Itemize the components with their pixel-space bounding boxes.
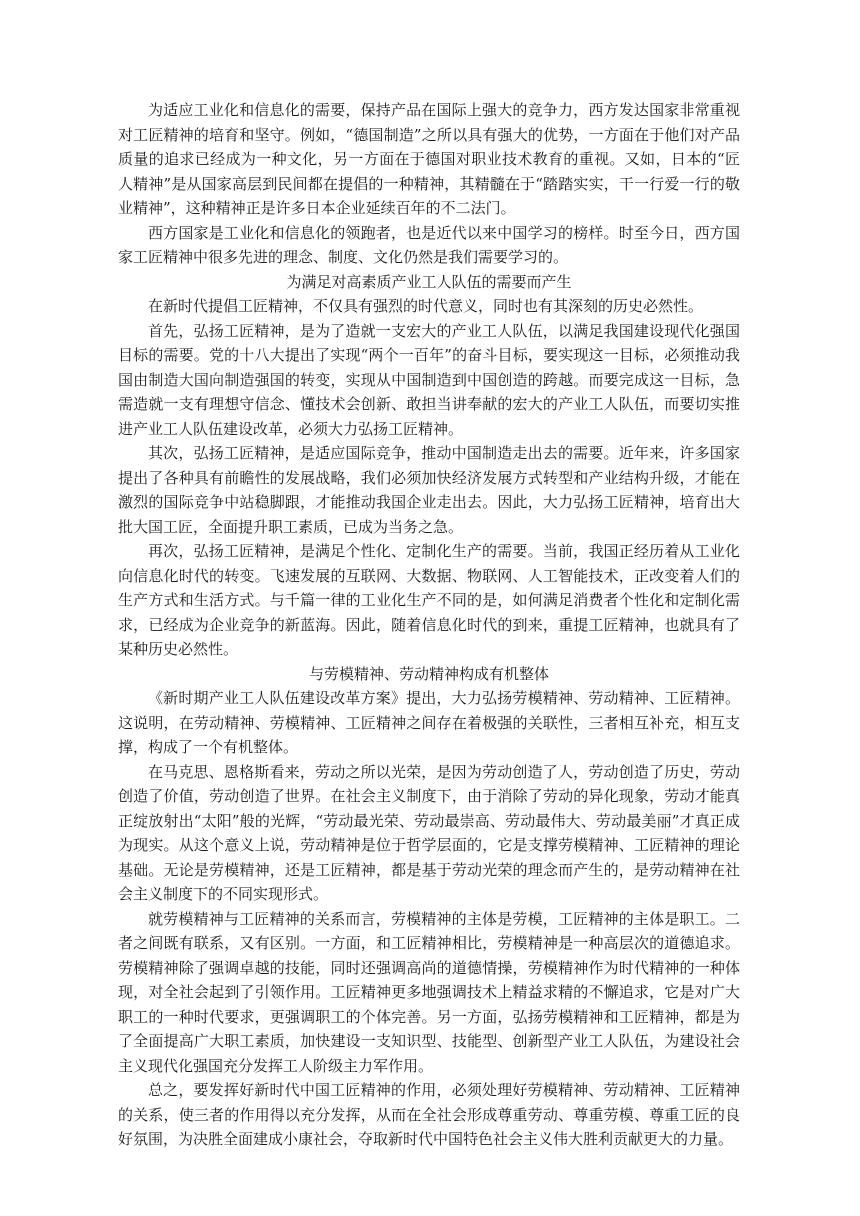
section-heading: 与劳模精神、劳动精神构成有机整体: [308, 664, 549, 683]
paragraph: 首先，弘扬工匠精神，是为了造就一支宏大的产业工人队伍，以满足我国建设现代化强国目标的需要。党的十八大提出了实现“两个一百年”的奋斗目标，要实现这一目标，必须推动我国由制造大国向制造强国的转变，实现从中国制造到中国创造的跨越。而要完成这一目标，急需造就一支有理想守信念、懂技术会创新、敢担当讲奉献的宏大的产业工人队伍，而要切实推进产业工人队伍建设改革，必须大力弘扬工匠精神。: [118, 321, 740, 438]
paragraph: 总之，要发挥好新时代中国工匠精神的作用，必须处理好劳模精神、劳动精神、工匠精神的关系，使三者的作用得以充分发挥，从而在全社会形成尊重劳动、尊重劳模、尊重工匠的良好氛围，为决胜全面建成小康社会，夺取新时代中国特色社会主义伟大胜利贡献更大的力量。: [118, 1081, 740, 1148]
paragraph: 西方国家是工业化和信息化的领跑者，也是近代以来中国学习的榜样。时至今日，西方国家工匠精神中很多先进的理念、制度、文化仍然是我们需要学习的。: [118, 223, 740, 266]
paragraph: 为适应工业化和信息化的需要，保持产品在国际上强大的竞争力，西方发达国家非常重视对工匠精神的培育和坚守。例如，“德国制造”之所以具有强大的优势，一方面在于他们对产品质量的追求已经成为一种文化，另一方面在于德国对职业技术教育的重视。又如，日本的“匠人精神”是从国家高层到民间都在提倡的一种精神，其精髓在于“踏踏实实，干一行爱一行的敬业精神”，这种精神正是许多日本企业延续百年的不二法门。: [118, 101, 740, 217]
paragraph: 就劳模精神与工匠精神的关系而言，劳模精神的主体是劳模，工匠精神的主体是职工。二者之间既有联系，又有区别。一方面，和工匠精神相比，劳模精神是一种高层次的道德追求。劳模精神除了强调卓越的技能，同时还强调高尚的道德情操，劳模精神作为时代精神的一种体现，对全社会起到了引领作用。工匠精神更多地强调技术上精益求精的不懈追求，它是对广大职工的一种时代要求，更强调职工的个体完善。另一方面，弘扬劳模精神和工匠精神，都是为了全面提高广大职工素质，加快建设一支知识型、技能型、创新型产业工人队伍，为建设社会主义现代化强国充分发挥工人阶级主力军作用。: [118, 909, 740, 1075]
paragraph: 《新时期产业工人队伍建设改革方案》提出，大力弘扬劳模精神、劳动精神、工匠精神。这说明，在劳动精神、劳模精神、工匠精神之间存在着极强的关联性，三者相互补充，相互支撑，构成了一个有机整体。: [118, 689, 740, 756]
paragraph: 再次，弘扬工匠精神，是满足个性化、定制化生产的需要。当前，我国正经历着从工业化向信息化时代的转变。飞速发展的互联网、大数据、物联网、人工智能技术，正改变着人们的生产方式和生活方式。与千篇一律的工业化生产不同的是，如何满足消费者个性化和定制化需求，已经成为企业竞争的新蓝海。因此，随着信息化时代的到来，重提工匠精神，也就具有了某种历史必然性。: [118, 542, 740, 658]
paragraph: 其次，弘扬工匠精神，是适应国际竞争，推动中国制造走出去的需要。近年来，许多国家提出了各种具有前瞻性的发展战略，我们必须加快经济发展方式转型和产业结构升级，才能在激烈的国际竞争中站稳脚跟，才能推动我国企业走出去。因此，大力弘扬工匠精神，培育出大批大国工匠，全面提升职工素质，已成为当务之急。: [118, 444, 740, 536]
paragraph: 在新时代提倡工匠精神，不仅具有强烈的时代意义，同时也有其深刻的历史必然性。: [148, 297, 704, 315]
section-heading: 为满足对高素质产业工人队伍的需要而产生: [286, 272, 572, 291]
paragraph: 在马克思、恩格斯看来，劳动之所以光荣，是因为劳动创造了人，劳动创造了历史，劳动创造了价值，劳动创造了世界。在社会主义制度下，由于消除了劳动的异化现象，劳动才能真正绽放射出“太阳”般的光辉，“劳动最光荣、劳动最崇高、劳动最伟大、劳动最美丽”才真正成为现实。从这个意义上说，劳动精神是位于哲学层面的，它是支撑劳模精神、工匠精神的理论基础。无论是劳模精神，还是工匠精神，都是基于劳动光荣的理念而产生的，是劳动精神在社会主义制度下的不同实现形式。: [118, 762, 740, 903]
article-body: [118, 98, 740, 1152]
